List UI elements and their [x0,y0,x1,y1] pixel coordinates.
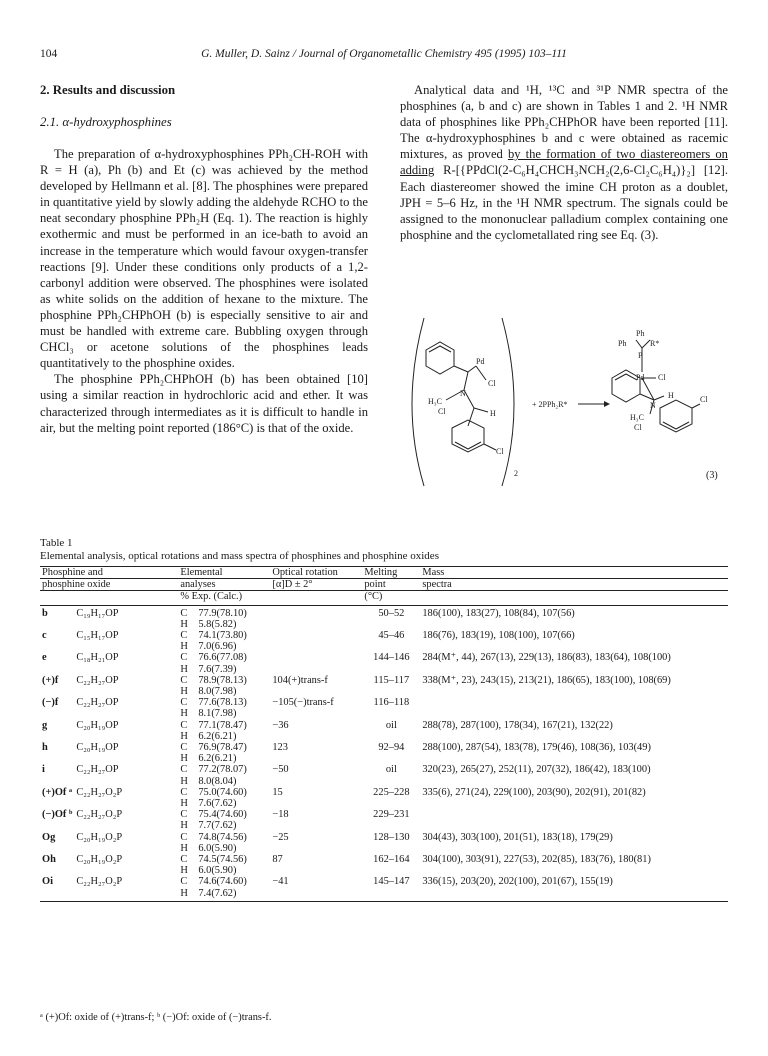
compound-id: g [42,719,48,731]
table-row [40,764,728,775]
scheme-label: N [460,389,466,398]
section-heading: 2. Results and discussion [40,83,176,97]
mass-spectra: 335(6), 271(24), 229(100), 203(90), 202(91), 201(82) [422,786,646,798]
table-row [40,876,728,887]
formula: C₂₂H₂₇O₂P [76,809,123,821]
element-value: 74.8(74.56) [198,831,247,843]
melting-point: 162–164 [373,854,410,866]
element-value: 75.0(74.60) [198,786,247,798]
column-header: phosphine oxide [40,579,178,591]
element-symbol: C [180,742,188,754]
element-symbol: H [180,663,188,675]
element-symbol: C [180,652,188,664]
paragraph: The preparation of α-hydroxyphosphines PPh₂CH-ROH with R = H (a), Ph (b) and Et (c) was achieved by the method developed by Hellmann et al. [8]. The phosphines were prepared in quantitative yield by slowly adding the aldehyde RCHO to the neat secondary phosphine PPh₂H (Eq. 1). The reaction is highly exothermic and must be performed in an ice-bath to avoid an increase in the temperature which would favour oxygen-transfer reactions [9]. Under these conditions only products of a 1,2-carbonyl addition were observed. The phosphines were isolated as white solids on the addition of hexane to the mixture. The phosphine PPh₂CHPhOH (b) is especially sensitive to air and must be handled with extreme care. Bubbling oxygen through CHCl₃ or acetone solutions of the phosphines leads quantitatively to the phosphine oxides. [40,147,368,371]
formula: C₁₅H₁₇OP [76,630,119,642]
optical-rotation: −25 [272,831,289,843]
paragraph: The phosphine PPh₂CHPhOH (b) has been obtained [10] using a similar reaction in hydrochloric acid and ether. It was characterized through intermediates as it is difficult to handle in air, but the melting point reported (186°C) is that of the oxide. [40,372,368,435]
running-title: G. Muller, D. Sainz / Journal of Organometallic Chemistry 495 (1995) 103–111 [201,48,567,60]
table-row [40,753,728,764]
table-row [40,798,728,809]
elemental-analysis-table [40,566,728,902]
mass-spectra: 186(100), 183(27), 108(84), 107(56) [422,607,575,619]
melting-point: 115–117 [373,674,410,686]
element-value: 75.4(74.60) [198,809,247,821]
element-symbol: H [180,775,188,787]
compound-id: (−)f [42,697,59,709]
element-symbol: C [180,786,188,798]
optical-rotation [270,605,362,619]
table-row [40,731,728,742]
column-header: Melting [362,567,420,579]
optical-rotation: −36 [272,719,289,731]
scheme-label: H₃C [428,397,442,406]
scheme-label: Cl [634,423,642,432]
element-value: 7.4(7.62) [196,888,270,902]
formula: C₂₀H₁₉O₂P [76,831,123,843]
element-value: 78.9(78.13) [198,674,247,686]
element-symbol: H [180,798,188,810]
paragraph [400,82,728,243]
melting-point: 144–146 [373,652,410,664]
element-value: 6.2(6.21) [198,753,237,765]
element-symbol: C [180,764,188,776]
scheme-label: Cl [700,395,708,404]
optical-rotation: 123 [272,742,288,754]
element-value: 74.5(74.56) [198,854,247,866]
table-row [40,697,728,708]
column-header: analyses [178,579,270,591]
bracket-right [502,318,514,486]
scheme-label: Ph [618,339,627,348]
element-value: 77.2(78.07) [198,764,247,776]
table-row [40,619,728,630]
scheme-label: Cl [496,447,504,456]
scheme-label: Cl [438,407,446,416]
compound-id: Og [42,831,56,843]
column-header: Phosphine and [40,567,178,579]
element-symbol: C [180,876,188,888]
optical-rotation: −18 [272,809,289,821]
column-header: Mass [420,567,728,579]
table-footnote: ᵃ (+)Of: oxide of (+)trans-f; ᵇ (−)Of: oxide of (−)trans-f. [40,1012,272,1023]
mass-spectra: 304(43), 303(100), 201(51), 183(18), 179(29) [422,831,613,843]
element-symbol: H [180,820,188,832]
element-value: 5.8(5.82) [198,618,237,630]
table-row [40,641,728,652]
scheme-label: P [638,351,643,360]
formula: C₂₂H₂₇OP [76,674,119,686]
scheme-label: 2 [514,469,518,478]
melting-point: 229–231 [373,809,410,821]
element-symbol: H [180,865,188,877]
paragraph-text: Analytical data and ¹H, ¹³C and ³¹P NMR spectra of the phosphines (a, b and c) are shown in Tables 1 and 2. ¹H NMR data of phosphines like PPh₂CHPhOR have been reported [11]. The α-hydroxyphosphines b and c were obtained as racemic mixtures, as proved [400,83,728,162]
paragraph-text: R-[{PPdCl(2-C₆H₄CHCH₃NCH₂(2,6-Cl₂C₆H₄)}₂] [12]. Each diastereomer showed the imine CH proton as a doublet, JPH = 5–6 Hz, in the ¹H NMR spectrum. The signals could be assigned to the mononuclear palladium complex containing one phosphine and the cyclometallated ring see Eq. (3). [400,163,728,242]
element-value: 74.1(73.80) [198,630,247,642]
table-row [40,865,728,876]
element-symbol: C [180,607,188,619]
optical-rotation [270,630,362,641]
melting-point: 116–118 [373,697,410,709]
element-symbol: H [180,730,188,742]
scheme-label: Pd [476,357,485,366]
table-row [40,888,728,902]
optical-rotation: −41 [272,876,289,888]
table-row [40,776,728,787]
optical-rotation: 15 [272,786,283,798]
scheme-label: Ph [636,329,645,338]
compound-id: (+)Of ᵃ [42,786,73,798]
mass-spectra: 320(23), 265(27), 252(11), 207(32), 186(42), 183(100) [422,764,651,776]
compound-id: Oh [42,854,56,866]
table-row [40,605,728,619]
scheme-label: H [668,391,674,400]
scheme-label: Pd [636,373,645,382]
element-value: 77.9(78.10) [198,607,247,619]
melting-point: 128–130 [373,831,410,843]
melting-point: 225–228 [373,786,410,798]
scheme-label: H [490,409,496,418]
table-row [40,675,728,686]
element-value: 6.2(6.21) [198,730,237,742]
optical-rotation: −105(−)trans-f [272,697,334,709]
table-row [40,843,728,854]
element-value: 6.0(5.90) [198,865,237,877]
table-row [40,708,728,719]
column-header: % Exp. (Calc.) [178,591,270,605]
optical-rotation: 104(+)trans-f [272,674,328,686]
mass-spectra [420,809,728,820]
element-value: 8.1(7.98) [198,708,237,720]
element-value: 7.6(7.62) [198,798,237,810]
element-symbol: H [178,888,196,902]
table-row [40,686,728,697]
column-header: Optical rotation [270,567,362,579]
melting-point: 45–46 [378,630,405,642]
melting-point: oil [385,719,397,731]
formula: C₂₂H₂₇O₂P [76,876,123,888]
column-header: Elemental [178,567,270,579]
formula: C₂₀H₁₉OP [76,742,119,754]
table-row [40,854,728,865]
mass-spectra: 284(M⁺, 44), 267(13), 229(13), 186(83), 183(64), 108(100) [422,652,671,664]
right-column [400,82,728,243]
left-column [40,82,368,436]
column-header: spectra [420,579,728,591]
column-header: [α]D ± 2° [270,579,362,591]
column-header: (°C) [362,591,420,605]
table-row [40,652,728,663]
mass-spectra: 336(15), 203(20), 202(100), 201(67), 155(19) [422,876,613,888]
table-caption [40,537,728,563]
table-row [40,720,728,731]
element-symbol: H [180,641,188,653]
table-description: Elemental analysis, optical rotations and mass spectra of phosphines and phosphine oxides [40,550,439,562]
compound-id: b [42,607,48,619]
table-title: Table 1 [40,537,73,549]
aromatic-ring-product-lower [660,400,692,432]
scheme-label: H₃C [630,413,644,422]
scheme-label: + 2PPh₂R* [532,400,568,409]
mass-spectra: 288(78), 287(100), 178(34), 167(21), 132(22) [422,719,613,731]
bracket-left [412,318,424,486]
element-value: 7.7(7.62) [198,820,237,832]
formula: C₂₂H₂₇OP [76,697,119,709]
element-symbol: C [180,831,188,843]
subsection-heading: 2.1. α-hydroxyphosphines [40,115,172,129]
element-value: 6.0(5.90) [198,842,237,854]
formula: C₂₂H₂₇OP [76,764,119,776]
table-row [40,664,728,675]
optical-rotation [270,652,362,663]
element-symbol: C [180,630,188,642]
formula: C₂₀H₁₉OP [76,719,119,731]
mass-spectra: 338(M⁺, 23), 243(15), 213(21), 186(65), 183(100), 108(69) [422,674,671,686]
mass-spectra: 186(76), 183(19), 108(100), 107(66) [422,630,575,642]
compound-id: e [42,652,47,664]
table-row [40,787,728,798]
scheme-label: Cl [488,379,496,388]
element-value: 77.6(78.13) [198,697,247,709]
compound-id: c [42,630,47,642]
table-row [40,809,728,820]
compound-id: Oi [42,876,53,888]
column-header: point [362,579,420,591]
aromatic-ring-upper [426,342,454,374]
running-header [40,48,728,64]
formula: C₁₈H₂₁OP [76,652,119,664]
element-symbol: C [180,674,188,686]
page-number: 104 [40,48,58,60]
element-symbol: C [180,854,188,866]
formula: C₂₂H₂₇O₂P [76,786,123,798]
reference-link[interactable]: by the formation of two diastereomers on adding [400,147,728,178]
melting-point: 50–52 [378,607,405,619]
optical-rotation: −50 [272,764,289,776]
element-value: 76.9(78.47) [198,742,247,754]
element-symbol: H [180,618,188,630]
reaction-scheme [398,316,728,496]
mass-spectra: 304(100), 303(91), 227(53), 202(85), 183(76), 180(81) [422,854,651,866]
element-value: 8.0(8.04) [198,775,237,787]
optical-rotation: 87 [272,854,283,866]
scheme-label: N [650,401,656,410]
formula: C₁₉H₁₇OP [76,607,119,619]
compound-id: (+)f [42,674,59,686]
element-symbol: H [180,708,188,720]
element-symbol: C [180,719,188,731]
table-row [40,742,728,753]
compound-id: (−)Of ᵇ [42,809,73,821]
scheme-label: R* [650,339,660,348]
element-value: 74.6(74.60) [198,876,247,888]
element-symbol: H [180,686,188,698]
mass-spectra: 288(100), 287(54), 183(78), 179(46), 108(36), 103(49) [422,742,651,754]
element-symbol: C [180,809,188,821]
element-value: 8.0(7.98) [198,686,237,698]
equation-number: (3) [706,470,718,481]
compound-id: i [42,764,45,776]
table-row [40,630,728,641]
melting-point: 145–147 [373,876,410,888]
scheme-label: Cl [658,373,666,382]
element-symbol: H [180,842,188,854]
element-symbol: C [180,697,188,709]
mass-spectra [420,697,728,708]
element-value: 7.0(6.96) [198,641,237,653]
table-row [40,820,728,831]
melting-point: 92–94 [378,742,405,754]
element-value: 77.1(78.47) [198,719,247,731]
table-row [40,832,728,843]
element-symbol: H [180,753,188,765]
melting-point: oil [385,764,397,776]
compound-id: h [42,742,48,754]
formula: C₂₀H₁₉O₂P [76,854,123,866]
element-value: 7.6(7.39) [198,663,237,675]
element-value: 76.6(77.08) [198,652,247,664]
